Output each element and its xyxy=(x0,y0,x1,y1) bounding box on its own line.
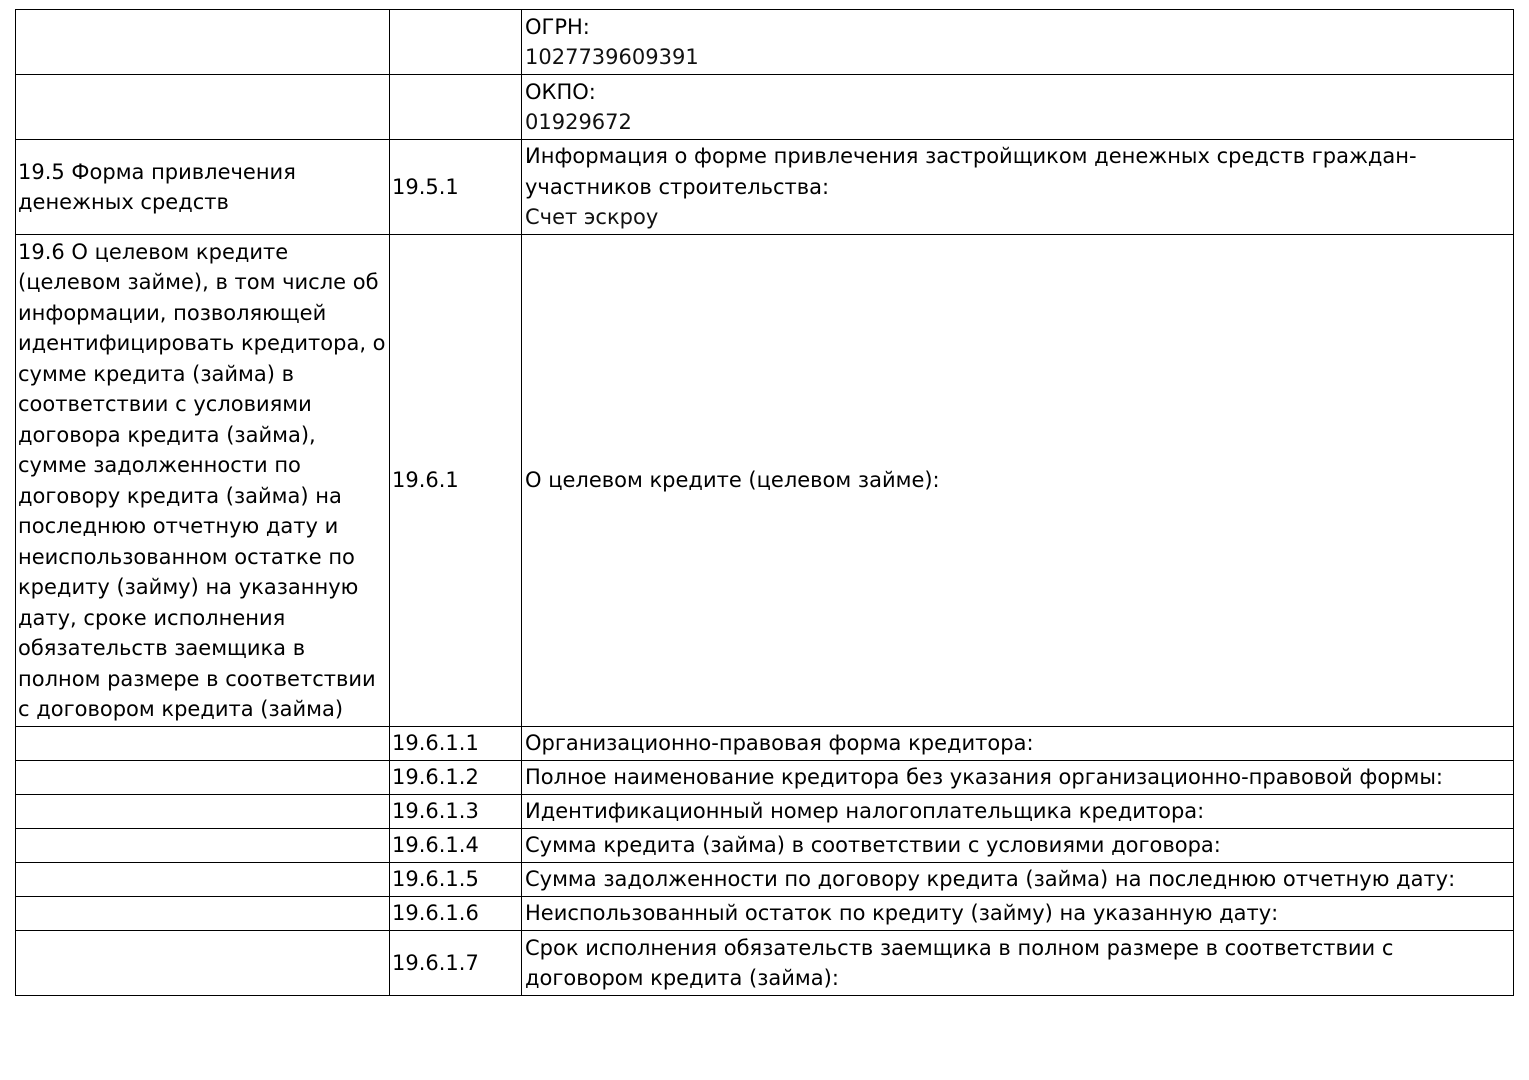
funding-form-cell xyxy=(522,140,1514,235)
number-cell-empty xyxy=(390,75,522,140)
item-label: Срок исполнения обязательств заемщика в полном размере в соответствии с договором кредита (займа): xyxy=(522,931,1514,996)
table-row xyxy=(16,795,1514,829)
table-row-ogrn xyxy=(16,10,1514,75)
table-row-19-5 xyxy=(16,140,1514,235)
item-number: 19.6.1.2 xyxy=(390,761,522,795)
section-cell-empty xyxy=(16,761,390,795)
item-number: 19.6.1.6 xyxy=(390,897,522,931)
table-row xyxy=(16,727,1514,761)
section-cell-empty xyxy=(16,75,390,140)
section-cell-empty xyxy=(16,863,390,897)
okpo-value: 01929672 xyxy=(525,110,632,134)
item-number: 19.6.1.4 xyxy=(390,829,522,863)
table-row xyxy=(16,863,1514,897)
item-number-19-5-1: 19.5.1 xyxy=(390,140,522,235)
item-number: 19.6.1.7 xyxy=(390,931,522,996)
table-row xyxy=(16,829,1514,863)
table-row-19-6 xyxy=(16,235,1514,727)
funding-form-value: Счет эскроу xyxy=(525,205,659,230)
section-cell-empty xyxy=(16,10,390,75)
section-19-5-title: 19.5 Форма привлечения денежных средств xyxy=(16,140,390,235)
item-number: 19.6.1.5 xyxy=(390,863,522,897)
item-number: 19.6.1.3 xyxy=(390,795,522,829)
okpo-cell xyxy=(522,75,1514,140)
section-cell-empty xyxy=(16,727,390,761)
section-cell-empty xyxy=(16,795,390,829)
item-number-19-6-1: 19.6.1 xyxy=(390,235,522,727)
section-19-6-title: 19.6 О целевом кредите (целевом займе), в том числе об информации, позволяющей идентифицировать кредитора, о сумме кредита (займа) в соответствии с условиями договора кредита (займа), сумме задолженности по договору кредита (займа) на последнюю отчетную дату и неиспользованном остатке по кредиту (займу) на указанную дату, сроке исполнения обязательств заемщика в полном размере в соответствии с договором кредита (займа) xyxy=(16,235,390,727)
section-cell-empty xyxy=(16,897,390,931)
okpo-label: ОКПО: xyxy=(525,79,596,104)
table-row xyxy=(16,897,1514,931)
funding-form-label: Информация о форме привлечения застройщиком денежных средств граждан-участников строительства: xyxy=(525,144,1417,199)
ogrn-label: ОГРН: xyxy=(525,14,590,39)
section-cell-empty xyxy=(16,931,390,996)
ogrn-value: 1027739609391 xyxy=(525,45,699,69)
item-label: Идентификационный номер налогоплательщика кредитора: xyxy=(522,795,1514,829)
item-number: 19.6.1.1 xyxy=(390,727,522,761)
item-label: Полное наименование кредитора без указания организационно-правовой формы: xyxy=(522,761,1514,795)
table-row xyxy=(16,931,1514,996)
declaration-table xyxy=(15,9,1514,996)
item-label: Организационно-правовая форма кредитора: xyxy=(522,727,1514,761)
item-label: Сумма кредита (займа) в соответствии с условиями договора: xyxy=(522,829,1514,863)
table-row-okpo xyxy=(16,75,1514,140)
item-label: Сумма задолженности по договору кредита (займа) на последнюю отчетную дату: xyxy=(522,863,1514,897)
ogrn-cell xyxy=(522,10,1514,75)
target-loan-label: О целевом кредите (целевом займе): xyxy=(522,235,1514,727)
section-cell-empty xyxy=(16,829,390,863)
item-label: Неиспользованный остаток по кредиту (займу) на указанную дату: xyxy=(522,897,1514,931)
table-row xyxy=(16,761,1514,795)
number-cell-empty xyxy=(390,10,522,75)
